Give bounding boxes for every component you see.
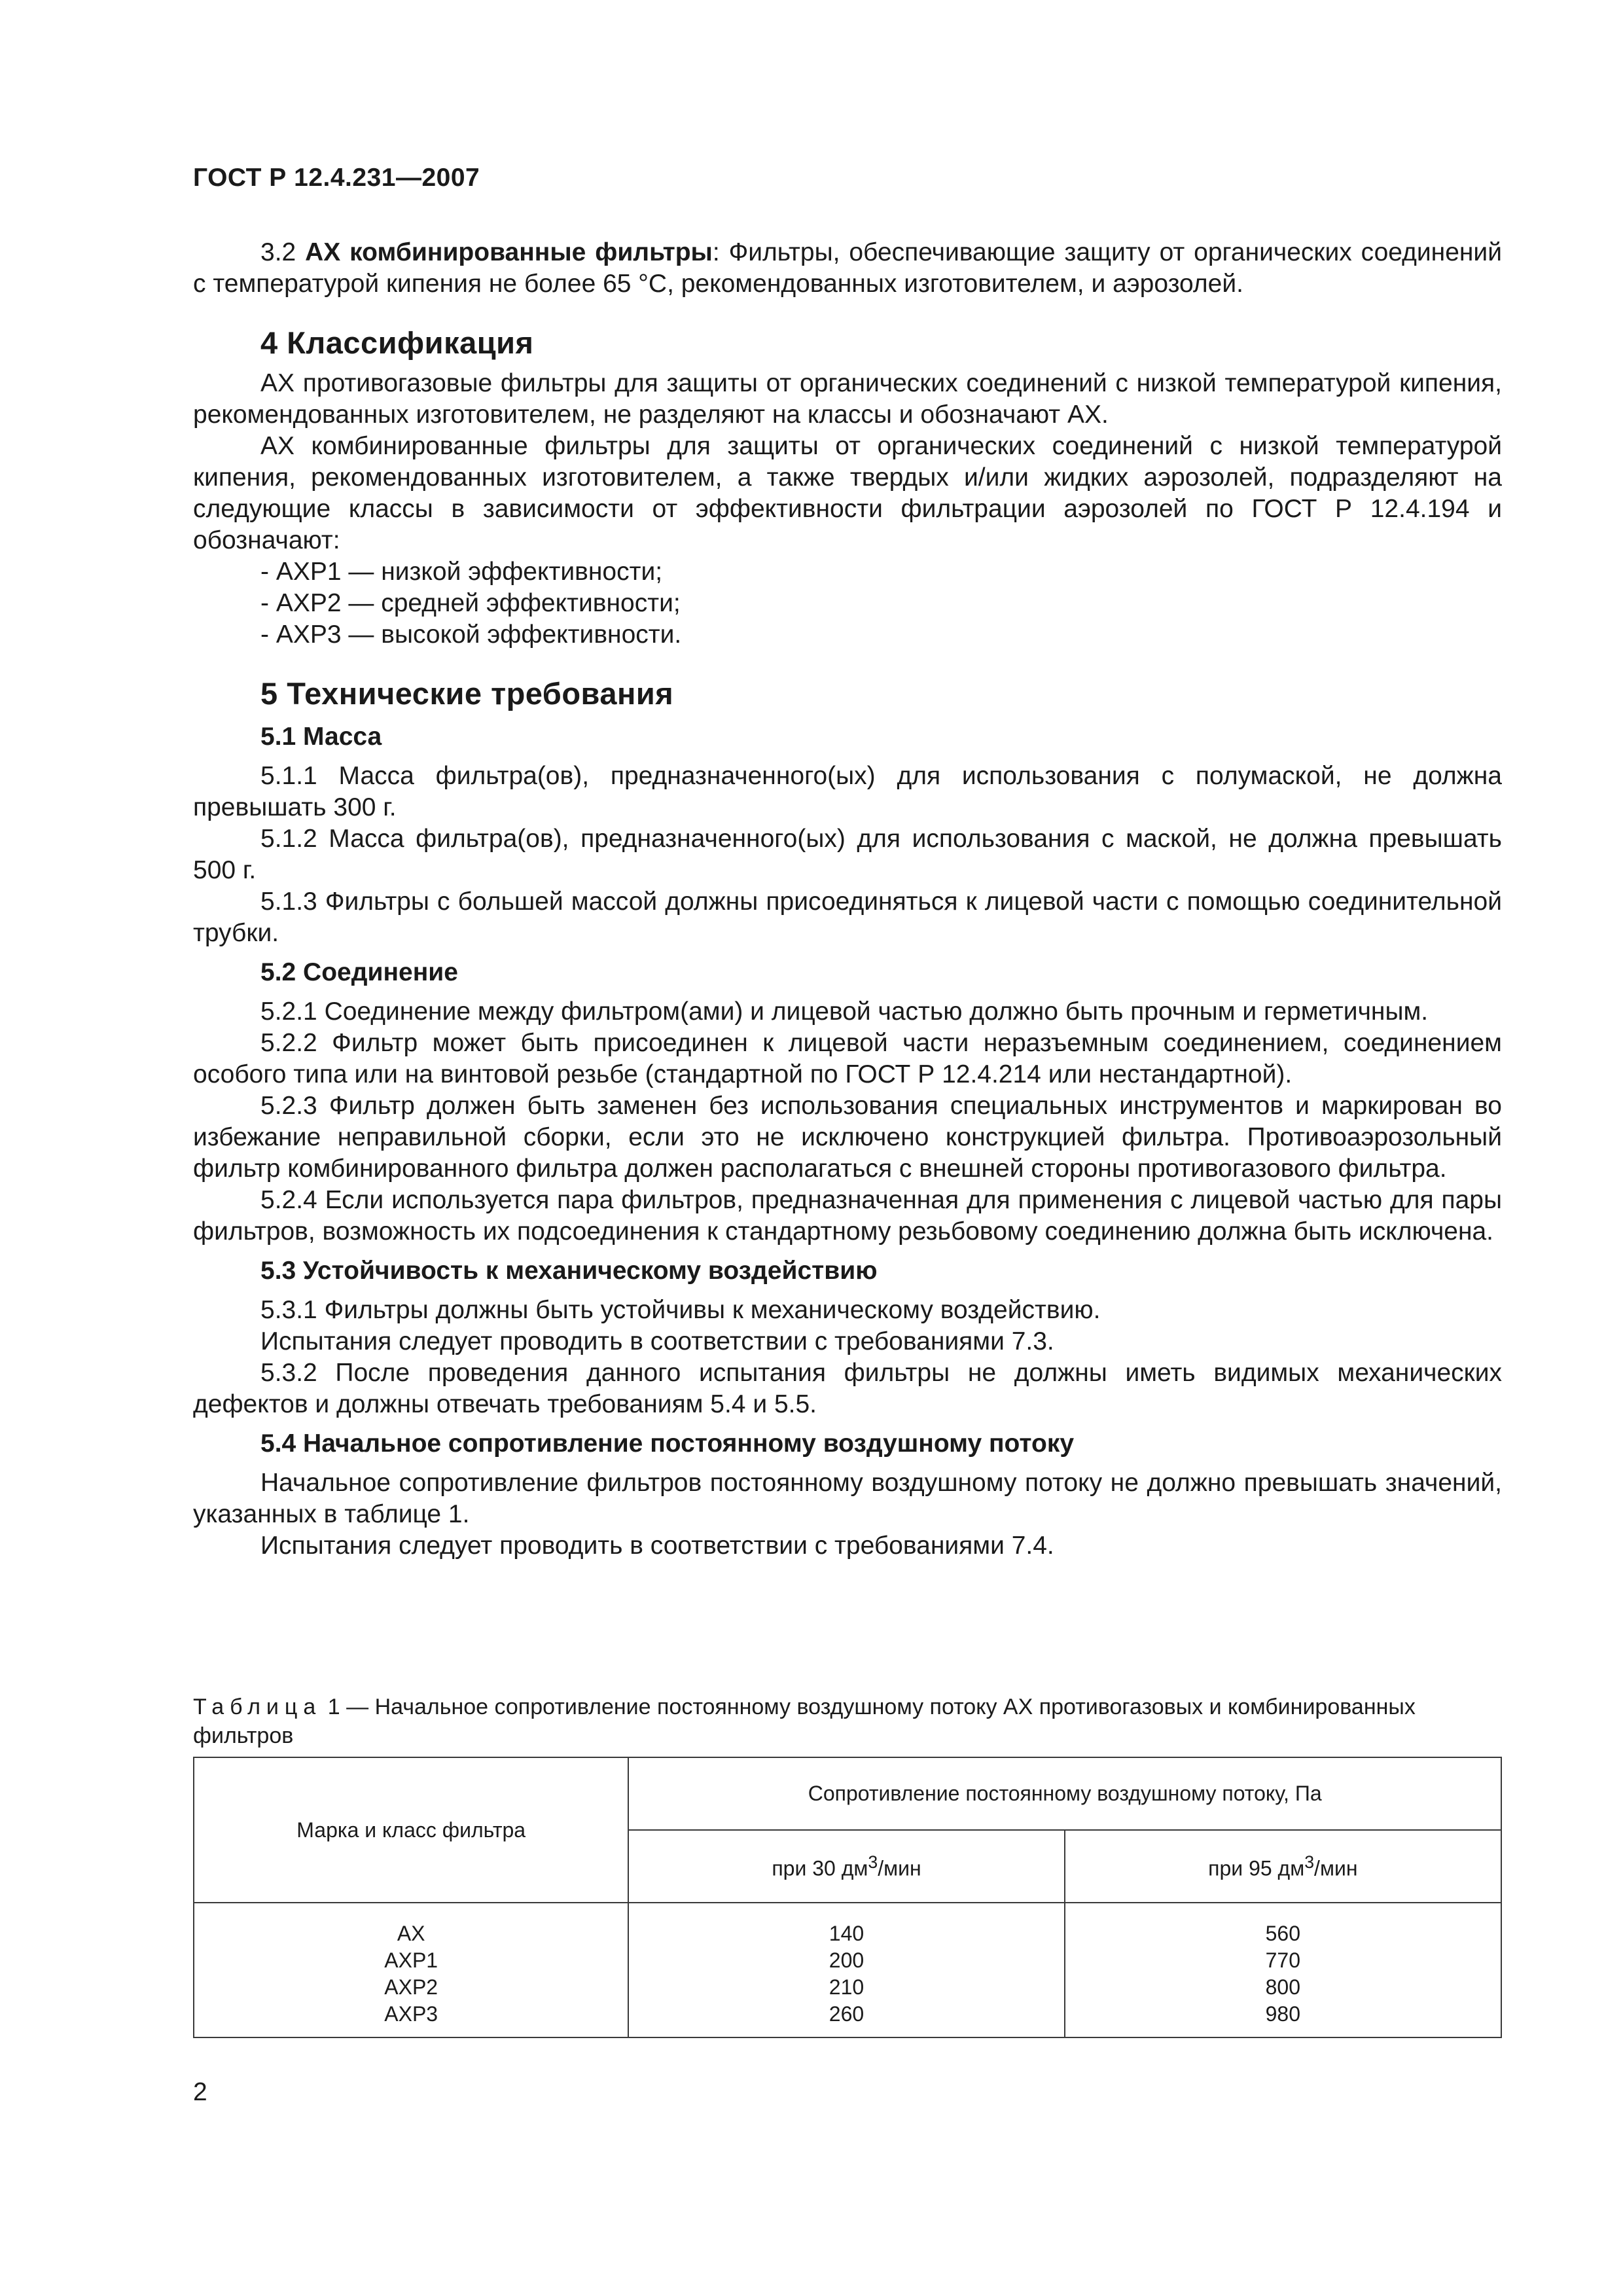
table-1 — [193, 1757, 1502, 2038]
table-cell: 560 — [1265, 1922, 1301, 1945]
table-cell: АХР3 — [384, 2002, 438, 2026]
clause-3-2-term: АХ комбинированные фильтры — [305, 238, 713, 266]
section-5-3-title: 5.3 Устойчивость к механическому воздействию — [260, 1257, 878, 1285]
section-5-title: 5 Технические требования — [260, 676, 674, 711]
table-caption-label: Таблица — [193, 1695, 322, 1719]
table-cell: 200 — [829, 1948, 865, 1972]
clause-5-1-2: 5.1.2 Масса фильтра(ов), предназначенного(ых) для использования с маской, не должна превышать 500 г. — [193, 825, 1502, 884]
clause-5-3-test: Испытания следует проводить в соответствии с требованиями 7.3. — [260, 1327, 1054, 1355]
header-flow-95-unit: /мин — [1314, 1856, 1358, 1880]
table-cell: 770 — [1265, 1948, 1301, 1972]
flow-95-column — [1065, 1903, 1501, 2037]
table-cell: АХ — [397, 1922, 425, 1945]
list-item: - АХР2 — средней эффективности; — [260, 589, 681, 617]
flow-30-column — [628, 1903, 1064, 2037]
table-cell: АХР1 — [384, 1948, 438, 1972]
table-1-caption — [193, 1693, 1502, 1750]
clause-5-4-text: Начальное сопротивление фильтров постоянному воздушному потоку не должно превышать значений, указанных в таблице 1. — [193, 1469, 1502, 1528]
clause-5-2-3: 5.2.3 Фильтр должен быть заменен без использования специальных инструментов и маркирован во избежание неправильной сборки, если это не исключено конструкцией фильтра. Противоаэрозольный фильтр комбинированного фильтра должен располагаться с внешней стороны противогазового фильтра. — [193, 1092, 1502, 1183]
header-resistance: Сопротивление постоянному воздушному потоку, Па — [628, 1757, 1501, 1830]
list-item: - АХР3 — высокой эффективности. — [260, 620, 682, 649]
document-body — [193, 237, 1502, 1562]
table-cell: 140 — [829, 1922, 865, 1945]
table-cell: АХР2 — [384, 1975, 438, 1999]
section-4-title: 4 Классификация — [260, 325, 534, 360]
table-cell: 980 — [1265, 2002, 1301, 2026]
clause-5-1-3: 5.1.3 Фильтры с большей массой должны присоединяться к лицевой части с помощью соединительной трубки. — [193, 888, 1502, 947]
table-cell: 260 — [829, 2002, 865, 2026]
header-mark-class: Марка и класс фильтра — [194, 1757, 628, 1903]
table-cell: 210 — [829, 1975, 865, 1999]
table-caption-text: 1 — Начальное сопротивление постоянному воздушному потоку АХ противогазовых и комбинированных фильтров — [193, 1695, 1416, 1748]
section-4-paragraph-1: АХ противогазовые фильтры для защиты от органических соединений с низкой температурой кипения, рекомендованных изготовителем, не разделяют на классы и обозначают АХ. — [193, 369, 1502, 429]
clause-3-2 — [193, 237, 1502, 300]
clause-3-2-number: 3.2 — [260, 238, 296, 266]
header-flow-30-unit-exponent: 3 — [868, 1852, 878, 1872]
table-cell: 800 — [1265, 1975, 1301, 1999]
clause-3-2-text: : Фильтры, обеспечивающие защиту от органических соединений с температурой кипения не более 65 °С, рекомендованных изготовителем, и аэрозолей. — [193, 238, 1502, 298]
page-number: 2 — [193, 2078, 207, 2106]
header-flow-30-label: при 30 дм — [772, 1856, 868, 1880]
clause-5-4-test: Испытания следует проводить в соответствии с требованиями 7.4. — [260, 1532, 1054, 1560]
clause-5-1-1: 5.1.1 Масса фильтра(ов), предназначенного(ых) для использования с полумаской, не должна превышать 300 г. — [193, 762, 1502, 821]
section-5-2-title: 5.2 Соединение — [260, 958, 458, 986]
section-5-4-title: 5.4 Начальное сопротивление постоянному воздушному потоку — [260, 1429, 1075, 1458]
header-flow-30 — [628, 1830, 1064, 1903]
header-flow-95-unit-exponent: 3 — [1304, 1852, 1315, 1872]
document-code: ГОСТ Р 12.4.231—2007 — [193, 164, 480, 192]
clause-5-3-2: 5.3.2 После проведения данного испытания фильтры не должны иметь видимых механических дефектов и должны отвечать требованиям 5.4 и 5.5. — [193, 1359, 1502, 1418]
clause-5-2-1: 5.2.1 Соединение между фильтром(ами) и лицевой частью должно быть прочным и герметичным. — [260, 997, 1429, 1026]
clause-5-2-4: 5.2.4 Если используется пара фильтров, предназначенная для применения с лицевой частью для пары фильтров, возможность их подсоединения к стандартному резьбовому соединению должна быть исключена. — [193, 1186, 1502, 1246]
header-flow-95 — [1065, 1830, 1501, 1903]
section-5-1-title: 5.1 Масса — [260, 723, 382, 751]
class-list — [193, 556, 1502, 651]
header-flow-30-unit: /мин — [878, 1856, 921, 1880]
list-item: - АХР1 — низкой эффективности; — [260, 558, 663, 586]
clause-5-3-1: 5.3.1 Фильтры должны быть устойчивы к механическому воздействию. — [260, 1296, 1101, 1324]
header-flow-95-label: при 95 дм — [1208, 1856, 1305, 1880]
clause-5-2-2: 5.2.2 Фильтр может быть присоединен к лицевой части неразъемным соединением, соединением особого типа или на винтовой резьбе (стандартной по ГОСТ Р 12.4.214 или нестандартной). — [193, 1029, 1502, 1088]
section-4-paragraph-2: АХ комбинированные фильтры для защиты от органических соединений с низкой температурой кипения, рекомендованных изготовителем, а также твердых и/или жидких аэрозолей, подразделяют на следующие классы в зависимости от эффективности фильтрации аэрозолей по ГОСТ Р 12.4.194 и обозначают: — [193, 432, 1502, 554]
mark-column — [194, 1903, 628, 2037]
table-data-row — [194, 1903, 1501, 2037]
